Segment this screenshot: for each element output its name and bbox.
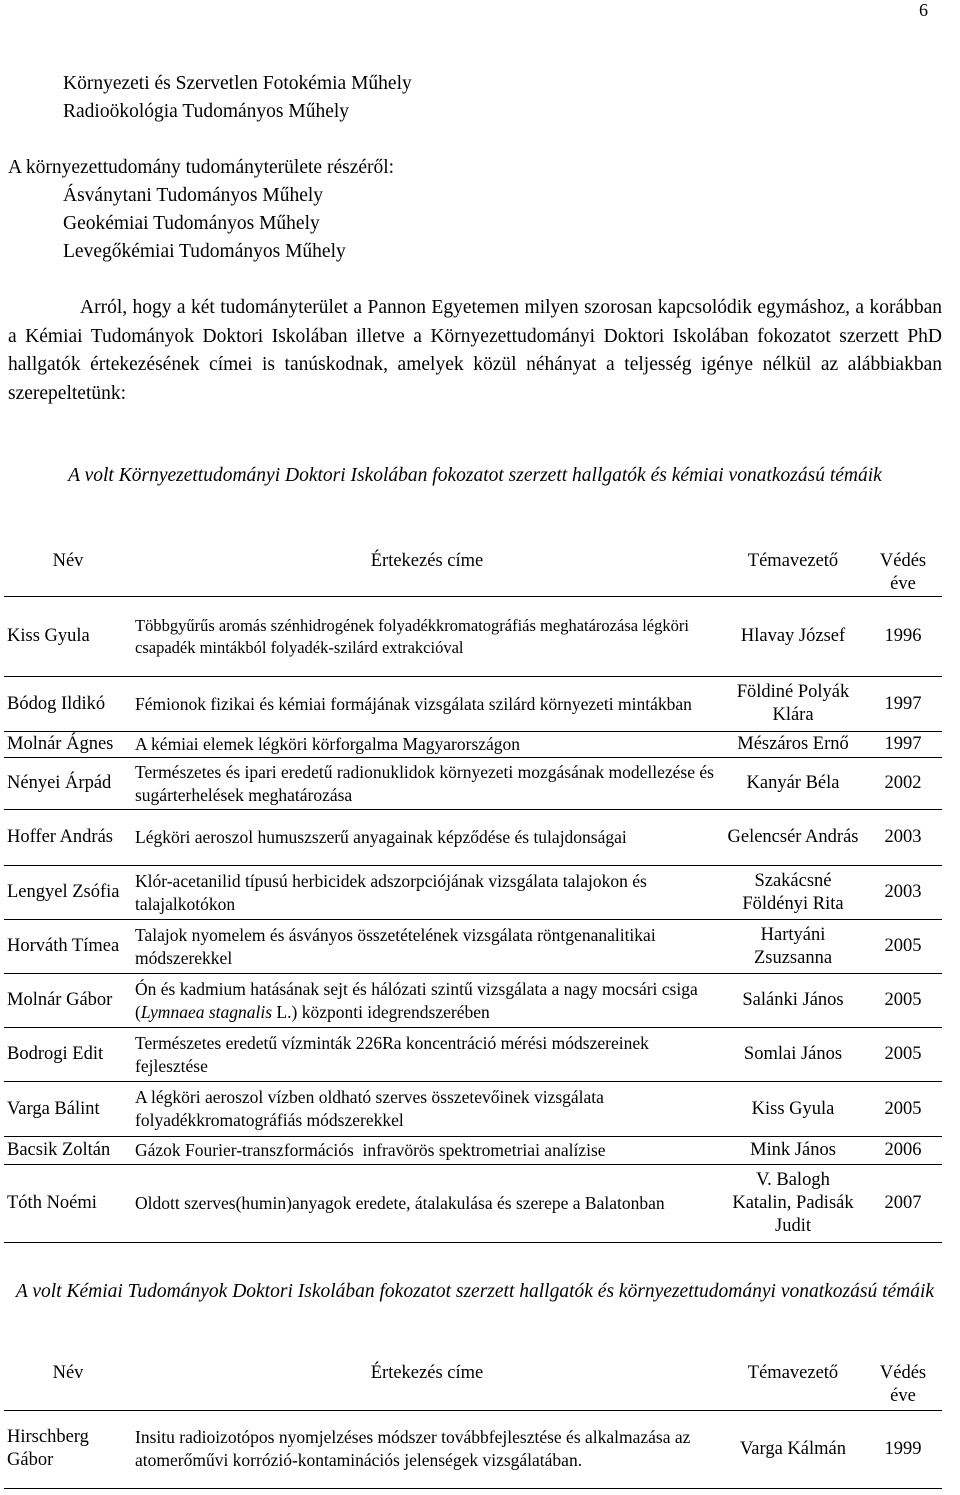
- row-supervisor: Földiné Polyák Klára: [722, 677, 864, 732]
- row-name: Lengyel Zsófia: [4, 866, 132, 920]
- row-name: Bacsik Zoltán: [4, 1137, 132, 1165]
- row-year: 2003: [864, 866, 942, 920]
- row-title: Természetes eredetű vízminták 226Ra koncentráció mérési módszereinek fejlesztése: [132, 1028, 722, 1082]
- row-year: 2006: [864, 1137, 942, 1165]
- workshop-item: Geokémiai Tudományos Műhely: [63, 213, 320, 234]
- table-row: [4, 1165, 942, 1243]
- row-supervisor: Szakácsné Földényi Rita: [722, 866, 864, 920]
- intro-paragraph: Arról, hogy a két tudományterület a Pannon Egyetemen milyen szorosan kapcsolódik egymáshoz, a korábban a Kémiai Tudományok Doktori Iskolában illetve a Környezettudományi Doktori Iskolában fokozatot szerzett PhD hallgatók értekezésének címei is tanúskodnak, amelyek közül néhányat a teljesség igénye nélkül az alábbiakban szerepeltetünk:: [8, 297, 942, 404]
- env-workshop-section: [8, 154, 942, 266]
- header-supervisor: Témavezető: [747, 551, 839, 571]
- row-title: Klór-acetanilid típusú herbicidek adszorpciójának vizsgálata talajokon és talajalkotókon: [132, 866, 722, 920]
- workshop-item: Környezeti és Szervetlen Fotokémia Műhely: [63, 73, 412, 94]
- table-row: [4, 1410, 942, 1488]
- table-row: [4, 1028, 942, 1082]
- header-title: Értekezés címe: [370, 551, 484, 571]
- row-year: 1997: [864, 677, 942, 732]
- table-row: [4, 758, 942, 810]
- row-name: Varga Bálint: [4, 1082, 132, 1137]
- species-name: Lymnaea stagnalis: [140, 1001, 273, 1022]
- row-name: Bódog Ildikó: [4, 677, 132, 732]
- row-supervisor: Hlavay József: [722, 597, 864, 677]
- workshop-item: Radioökológia Tudományos Műhely: [63, 101, 350, 122]
- row-name: Hirschberg Gábor: [4, 1410, 132, 1488]
- header-name: Név: [52, 1363, 84, 1383]
- row-title: A légköri aeroszol vízben oldható szerves összetevőinek vizsgálata folyadékkromatográfiás módszerekkel: [132, 1082, 722, 1137]
- row-title: Többgyűrűs aromás szénhidrogének folyadékkromatográfiás meghatározása légköri csapadék mintákból folyadék-szilárd extrakcióval: [132, 597, 722, 677]
- row-year: 2002: [864, 758, 942, 810]
- row-year: 2005: [864, 1028, 942, 1082]
- row-supervisor: Mészáros Ernő: [722, 732, 864, 758]
- row-title: Oldott szerves(humin)anyagok eredete, átalakulása és szerepe a Balatonban: [132, 1165, 722, 1243]
- table-row: [4, 597, 942, 677]
- header-year: Védés éve: [879, 551, 927, 594]
- page-number: 6: [919, 0, 928, 20]
- row-supervisor: Salánki János: [722, 974, 864, 1028]
- row-title: A kémiai elemek légköri körforgalma Magyarországon: [132, 732, 722, 758]
- row-year: 2007: [864, 1165, 942, 1243]
- row-year: 1999: [864, 1410, 942, 1488]
- row-title: Talajok nyomelem és ásványos összetételének vizsgálata röntgenanalitikai módszerekkel: [132, 920, 722, 974]
- workshop-list-top: [8, 70, 942, 126]
- header-year: Védés éve: [879, 1363, 927, 1406]
- row-supervisor: Gelencsér András: [722, 810, 864, 866]
- row-supervisor: Kanyár Béla: [722, 758, 864, 810]
- row-supervisor: Kiss Gyula: [722, 1082, 864, 1137]
- row-title: Gázok Fourier-transzformációs infravörös spektrometriai analízise: [132, 1137, 722, 1165]
- row-year: 1997: [864, 732, 942, 758]
- table1-caption: A volt Környezettudományi Doktori Iskolában fokozatot szerzett hallgatók és kémiai vonatkozású témáik: [68, 465, 882, 486]
- header-name: Név: [52, 551, 84, 571]
- table-row: [4, 920, 942, 974]
- row-title-text: L.) központi idegrendszerében: [272, 1001, 490, 1022]
- table2: [4, 1358, 942, 1489]
- header-title: Értekezés címe: [370, 1363, 484, 1383]
- row-supervisor: V. Balogh Katalin, Padisák Judit: [722, 1165, 864, 1243]
- row-name: Nényei Árpád: [4, 758, 132, 810]
- row-name: Hoffer András: [4, 810, 132, 866]
- row-title: Fémionok fizikai és kémiai formájának vizsgálata szilárd környezeti mintákban: [132, 677, 722, 732]
- workshop-item: Levegőkémiai Tudományos Műhely: [63, 241, 346, 262]
- row-supervisor: Mink János: [722, 1137, 864, 1165]
- row-year: 2005: [864, 920, 942, 974]
- table-row: [4, 732, 942, 758]
- header-supervisor: Témavezető: [747, 1363, 839, 1383]
- row-year: 2005: [864, 1082, 942, 1137]
- row-year: 2003: [864, 810, 942, 866]
- table-row: [4, 866, 942, 920]
- workshop-item: Ásványtani Tudományos Műhely: [63, 185, 324, 206]
- table1: [4, 546, 942, 1243]
- row-name: Kiss Gyula: [4, 597, 132, 677]
- table-row: [4, 677, 942, 732]
- row-title: [132, 974, 722, 1028]
- row-supervisor: Somlai János: [722, 1028, 864, 1082]
- table-row: [4, 1082, 942, 1137]
- row-title: Légköri aeroszol humuszszerű anyagainak képződése és tulajdonságai: [132, 810, 722, 866]
- row-name: Horváth Tímea: [4, 920, 132, 974]
- row-title-text: Ón és kadmium hatásának sejt és hálózati szintű vizsgálata a nagy mocsári csiga (: [135, 978, 698, 1022]
- env-heading: A környezettudomány tudományterülete részéről:: [8, 157, 395, 178]
- row-name: Tóth Noémi: [4, 1165, 132, 1243]
- table2-caption: A volt Kémiai Tudományok Doktori Iskolában fokozatot szerzett hallgatók és környezettudományi vonatkozású témáik: [15, 1281, 935, 1302]
- row-title: Insitu radioizotópos nyomjelzéses módszer továbbfejlesztése és alkalmazása az atomerőművi korrózió-kontaminációs jelenségek vizsgálatában.: [132, 1410, 722, 1488]
- table-row: [4, 810, 942, 866]
- row-title: Természetes és ipari eredetű radionuklidok környezeti mozgásának modellezése és sugárterhelések meghatározása: [132, 758, 722, 810]
- table-row: [4, 1137, 942, 1165]
- row-year: 1996: [864, 597, 942, 677]
- table-row: [4, 974, 942, 1028]
- row-name: Molnár Ágnes: [4, 732, 132, 758]
- row-year: 2005: [864, 974, 942, 1028]
- row-name: Bodrogi Edit: [4, 1028, 132, 1082]
- row-supervisor: Varga Kálmán: [722, 1410, 864, 1488]
- row-supervisor: Hartyáni Zsuzsanna: [722, 920, 864, 974]
- row-name: Molnár Gábor: [4, 974, 132, 1028]
